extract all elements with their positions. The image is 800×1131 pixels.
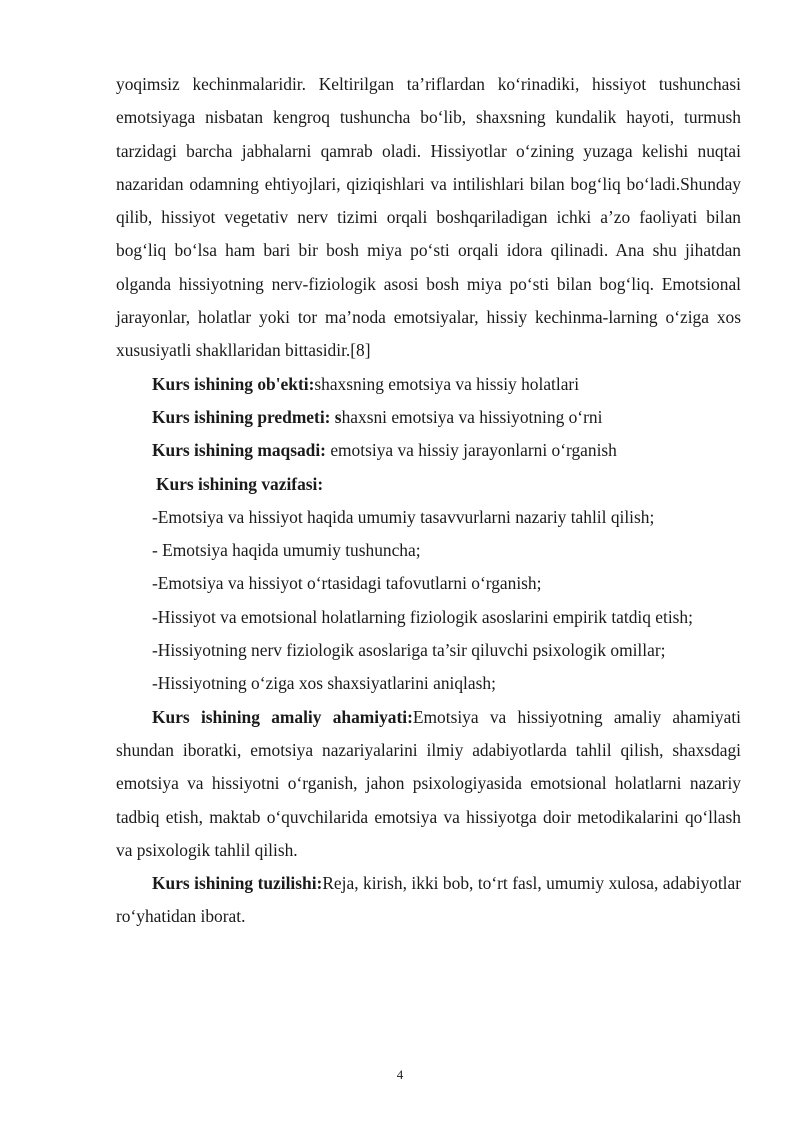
object-line [116, 368, 741, 401]
task-item: -Emotsiya va hissiyot o‘rtasidagi tafovutlarni o‘rganish; [152, 573, 542, 594]
significance-label: Kurs ishining amaliy ahamiyati: [152, 706, 413, 727]
goal-line [116, 434, 741, 467]
tasks-heading: Kurs ishining vazifasi: [156, 473, 324, 494]
subject-line [116, 401, 741, 434]
structure-label: Kurs ishining tuzilishi: [152, 873, 323, 894]
structure-paragraph [116, 867, 741, 934]
subject-text: haxsni emotsiya va hissiyotning o‘rni [341, 406, 603, 427]
goal-label: Kurs ishining maqsadi: [152, 440, 326, 461]
task-item: -Emotsiya va hissiyot haqida umumiy tasavvurlarni nazariy tahlil qilish; [152, 506, 655, 527]
structure-text: Reja, kirish, ikki bob, to‘rt fasl, umumiy xulosa, adabiyotlar ro‘yhatidan iborat. [116, 873, 742, 927]
object-text: shaxsning emotsiya va hissiy holatlari [314, 373, 580, 394]
task-item: -Hissiyotning o‘ziga xos shaxsiyatlarini aniqlash; [152, 673, 496, 694]
significance-text: Emotsiya va hissiyotning amaliy ahamiyati shundan iboratki, emotsiya nazariyalarini ilmiy adabiyotlarda tahlil qilish, shaxsdagi emotsiya va hissiyotni o‘rganish, jahon psixologiyasida emotsional holatlarni nazariy tadbiq etish, maktab o‘quvchilarida emotsiya va hissiyotga doir metodikalarini qo‘llash va psixologik tahlil qilish. [116, 706, 741, 860]
task-item: - Emotsiya haqida umumiy tushuncha; [152, 540, 421, 561]
page-body [116, 68, 741, 934]
task-item: -Hissiyotning nerv fiziologik asoslariga ta’sir qiluvchi psixologik omillar; [152, 640, 666, 661]
tasks-heading-line [116, 468, 741, 501]
subject-bold-letter: s [334, 406, 342, 427]
page-number: 4 [396, 1067, 404, 1082]
object-label: Kurs ishining ob'ekti: [152, 373, 315, 394]
intro-paragraph: yoqimsiz kechinmalaridir. Keltirilgan ta’riflardan ko‘rinadiki, hissiyot tushunchasi emotsiyaga nisbatan kengroq tushuncha bo‘lib, shaxsning kundalik hayoti, turmush tarzidagi barcha jabhalarni qamrab oladi. Hissiyotlar o‘zining yuzaga kelishi nuqtai nazaridan odamning ehtiyojlari, qiziqishlari va intilishlari bilan bog‘liq bo‘ladi.Shunday qilib, hissiyot vegetativ nerv tizimi orqali boshqariladigan ichki a’zo faoliyati bilan bog‘liq bo‘lsa ham bari bir bosh miya po‘sti orqali idora qilinadi. Ana shu jihatdan olganda hissiyotning nerv-fiziologik asosi bosh miya po‘sti bilan bog‘liq. Emotsional jarayonlar, holatlar yoki tor ma’noda emotsiyalar, hissiy kechinma-larning o‘ziga xos xususiyatli shakllaridan bittasidir.[8] [116, 74, 741, 361]
task-item: -Hissiyot va emotsional holatlarning fiziologik asoslarini empirik tatdiq etish; [152, 606, 693, 627]
significance-paragraph [116, 701, 741, 867]
subject-label: Kurs ishining predmeti: [152, 406, 335, 427]
goal-text: emotsiya va hissiy jarayonlarni o‘rganish [325, 440, 617, 461]
